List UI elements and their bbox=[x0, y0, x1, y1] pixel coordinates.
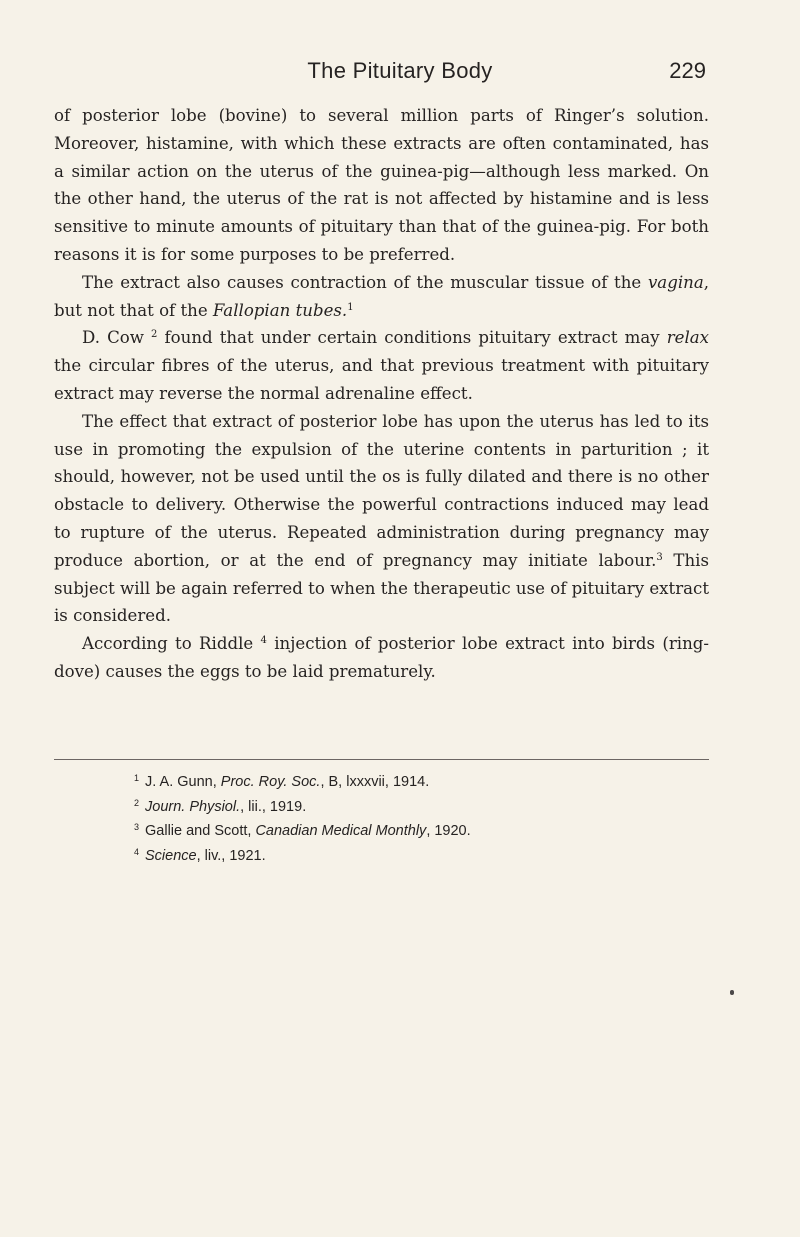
paragraph bbox=[54, 269, 709, 325]
paragraph bbox=[54, 630, 709, 686]
footnote bbox=[54, 793, 709, 818]
text-run: J. A. Gunn, bbox=[145, 774, 221, 790]
page-number: 229 bbox=[669, 58, 706, 83]
italic-text: Canadian Medical Monthly bbox=[255, 823, 427, 839]
text-run: According to Riddle bbox=[82, 634, 261, 654]
text-run: The extract also causes contraction of the muscular tissue of the bbox=[82, 272, 648, 292]
italic-text: vagina bbox=[647, 272, 704, 292]
paragraph bbox=[54, 324, 709, 407]
footnotes bbox=[54, 768, 709, 866]
italic-text: Science bbox=[145, 847, 197, 864]
text-run: , B, lxxxvii, 1914. bbox=[320, 774, 430, 790]
text-run: found that under certain conditions pituitary extract may bbox=[157, 328, 667, 348]
footnote-reference: 2 bbox=[151, 329, 158, 341]
text-run: , 1920. bbox=[426, 823, 471, 839]
footnote bbox=[54, 768, 709, 793]
running-title: The Pituitary Body bbox=[307, 58, 493, 83]
ink-speck bbox=[730, 990, 734, 995]
text-run: , but not that of the bbox=[54, 272, 709, 320]
footnote-mark: 1 bbox=[134, 773, 140, 783]
footnote-mark: 3 bbox=[134, 822, 140, 832]
italic-text: Proc. Roy. Soc. bbox=[220, 774, 321, 790]
text-run: the circular fibres of the uterus, and that previous treatment with pituitary extract may reverse the normal adrenaline effect. bbox=[54, 356, 709, 403]
paragraph bbox=[54, 102, 709, 269]
footnote-divider bbox=[54, 759, 709, 760]
footnote-reference: 3 bbox=[656, 551, 663, 563]
text-run: of posterior lobe (bovine) to several million parts of Ringer’s solution. Moreover, histamine, with which these extracts are often contaminated, has a similar action on the uterus of the guinea-pig—although less marked. On the other hand, the uterus of the rat is not affected by histamine and is less sensitive to minute amounts of pituitary than that of the guinea-pig. For both reasons it is for some purposes to be preferred. bbox=[54, 106, 709, 264]
page-header bbox=[0, 58, 800, 92]
footnote-reference: 1 bbox=[347, 301, 354, 313]
footnote bbox=[54, 842, 709, 867]
body-text bbox=[54, 102, 709, 686]
text-run: The effect that extract of posterior lobe has upon the uterus has led to its use in promoting the expulsion of the uterine contents in parturition ; it should, however, not be used until the os is fully dilated and there is no other obstacle to delivery. Otherwise the powerful contractions induced may lead to rupture of the uterus. Repeated administration during pregnancy may produce abortion, or at the end of pregnancy may initiate labour. bbox=[54, 411, 709, 570]
italic-text: relax bbox=[666, 328, 709, 348]
footnote-mark: 4 bbox=[134, 846, 140, 857]
text-run: D. Cow bbox=[82, 328, 152, 348]
text-run: , lii., 1919. bbox=[240, 798, 307, 815]
footnote-reference: 4 bbox=[260, 635, 267, 647]
italic-text: Fallopian tubes. bbox=[212, 300, 348, 320]
text-run: This subject will be again referred to when the therapeutic use of pituitary extract is considered. bbox=[54, 550, 709, 626]
footnote bbox=[54, 817, 709, 842]
text-run: injection of posterior lobe extract into birds (ring-dove) causes the eggs to be laid prematurely. bbox=[54, 634, 709, 681]
text-run: , liv., 1921. bbox=[196, 847, 266, 864]
footnote-mark: 2 bbox=[134, 797, 140, 808]
italic-text: Journ. Physiol. bbox=[145, 798, 241, 815]
text-run: Gallie and Scott, bbox=[145, 823, 256, 839]
paragraph bbox=[54, 408, 709, 630]
